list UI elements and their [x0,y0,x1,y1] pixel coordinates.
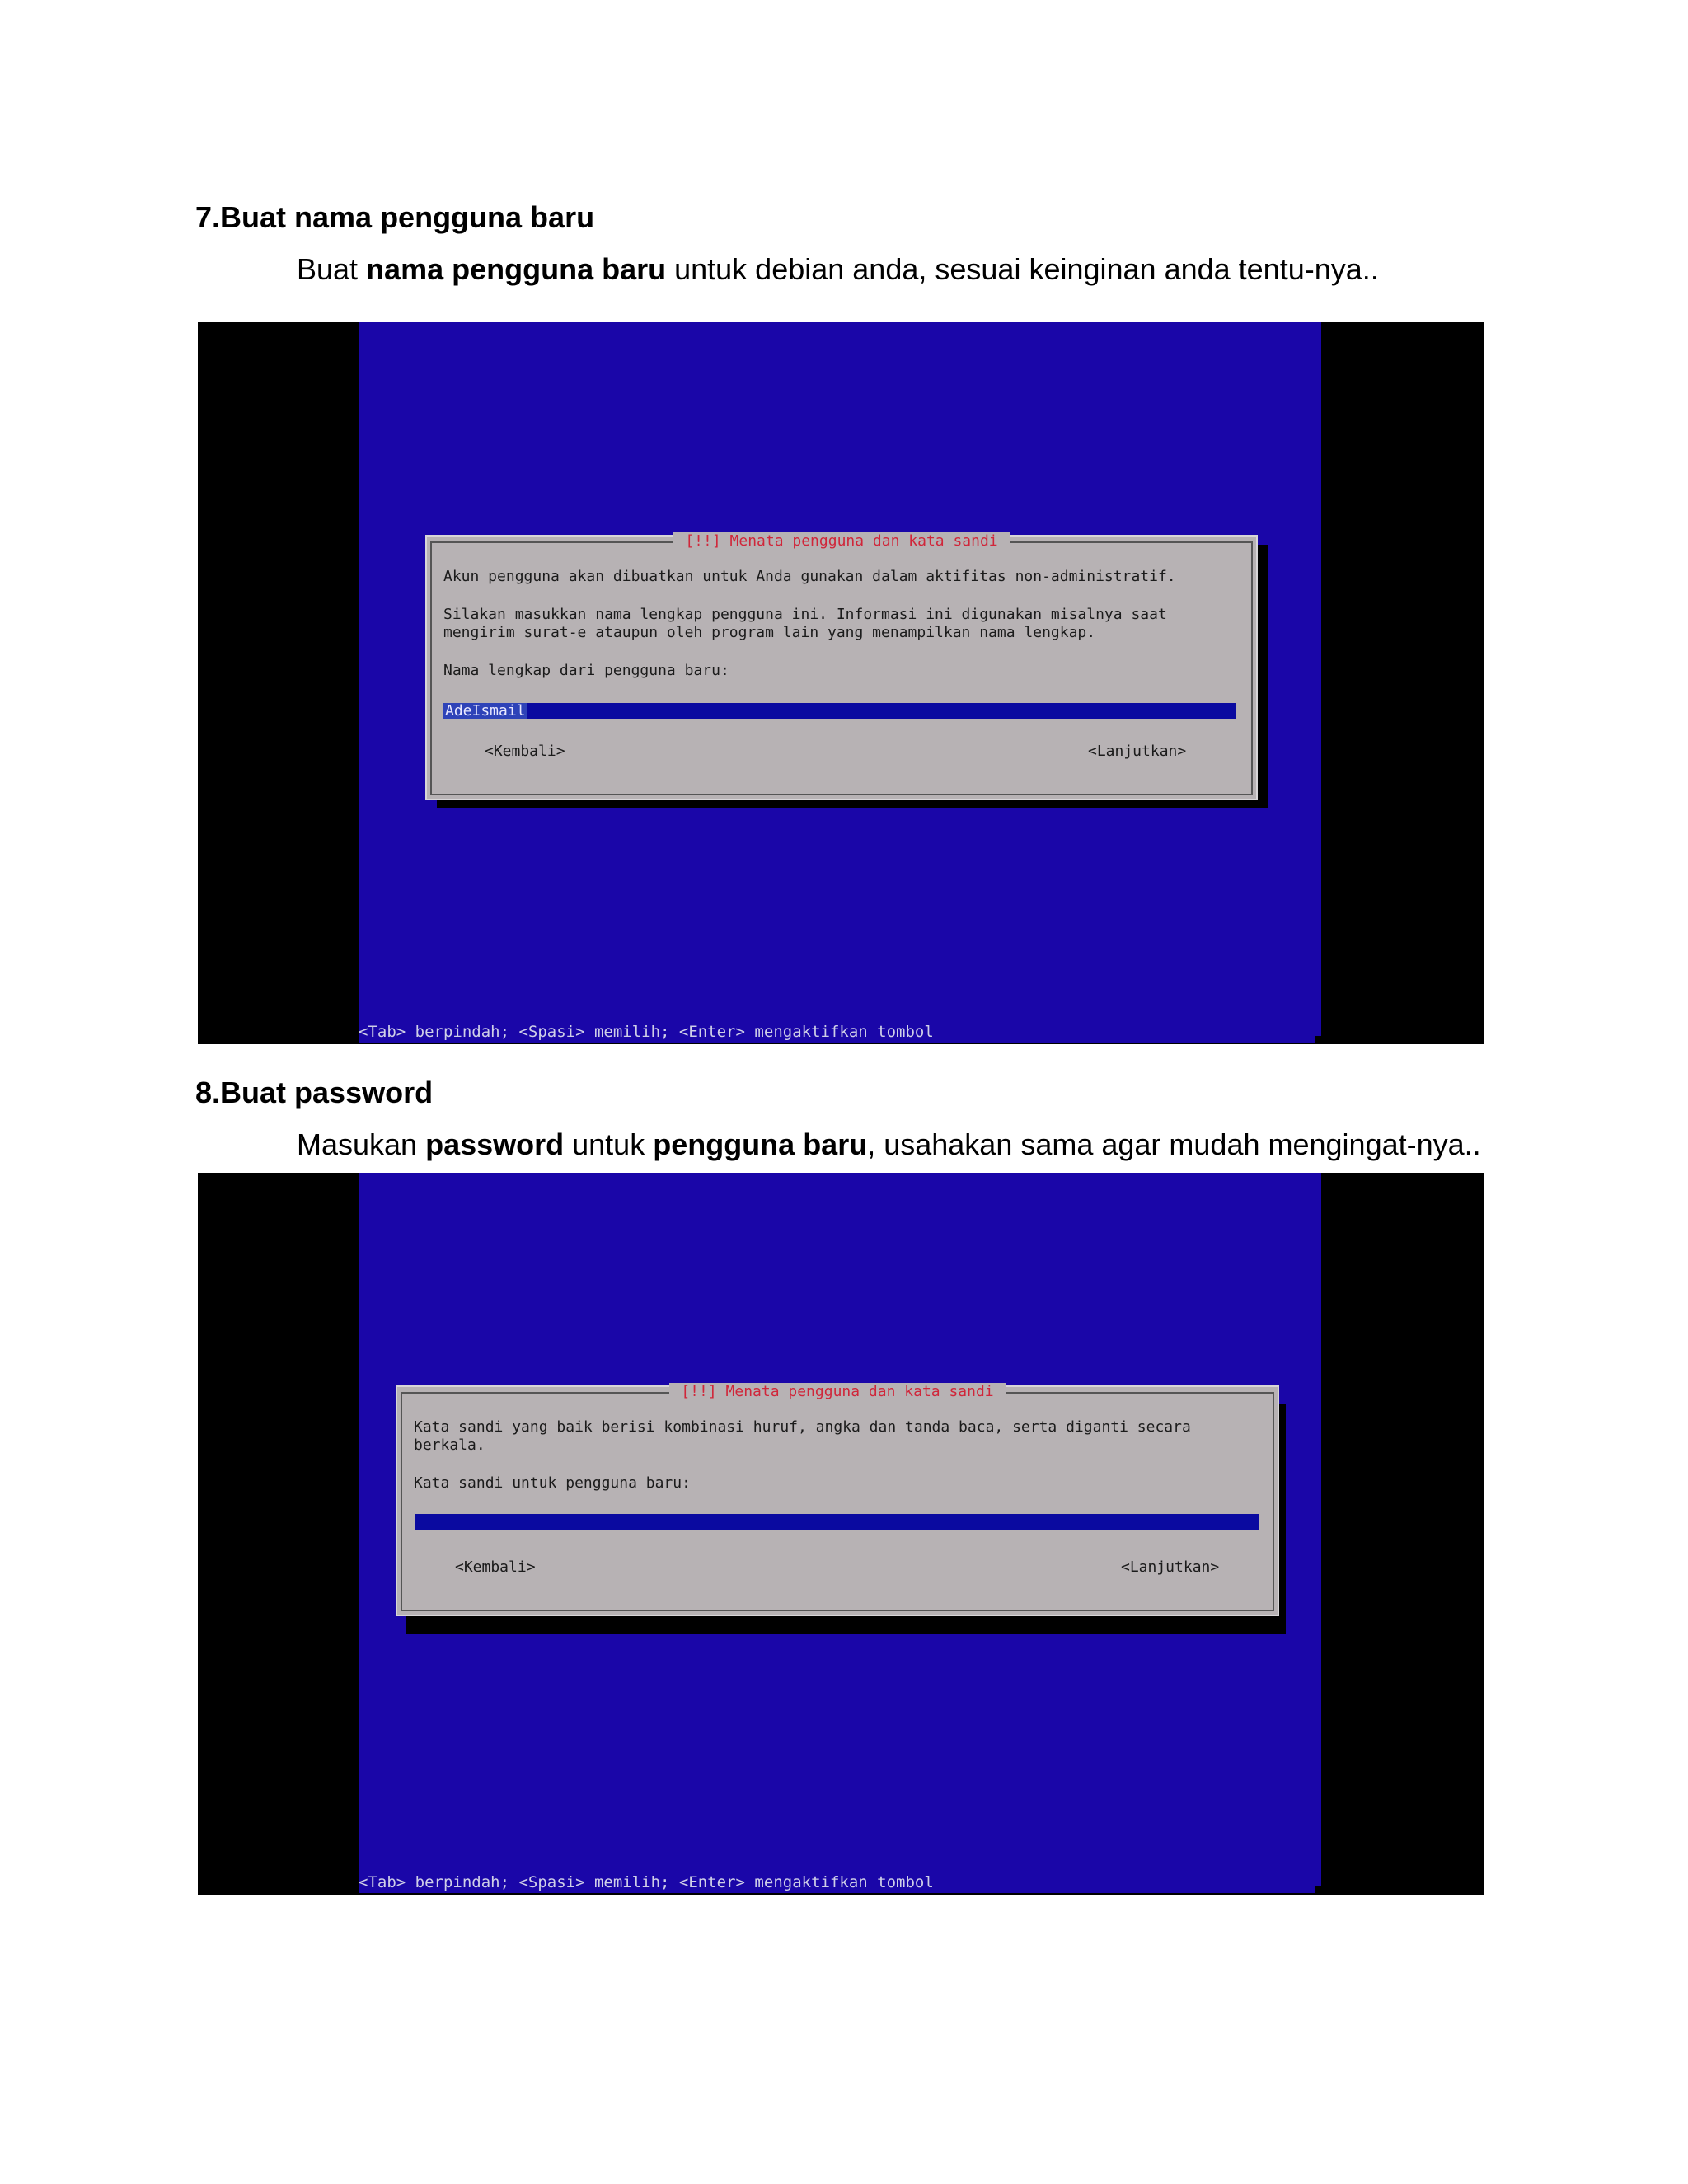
field-prompt: Nama lengkap dari pengguna baru: [443,662,729,679]
continue-button[interactable]: <Lanjutkan> [1121,1558,1220,1576]
dialog-title: [!!] Menata pengguna dan kata sandi [427,533,1256,550]
status-bar: <Tab> berpindah; <Spasi> memilih; <Enter> mengaktifkan tombol [359,1872,1315,1893]
dialog-text-line: Silakan masukkan nama lengkap pengguna ini. Informasi ini digunakan misalnya saat [443,606,1167,623]
continue-button[interactable]: <Lanjutkan> [1088,743,1187,760]
password-dialog [396,1385,1279,1616]
section-7-heading: 7.Buat nama pengguna baru [195,200,595,234]
para-text: untuk [564,1127,654,1161]
section-8-heading: 8.Buat password [195,1076,434,1109]
para-text: Buat [297,252,367,286]
para-text: untuk debian anda, sesuai keinginan anda tentu-nya.. [666,252,1379,286]
para-text: Masukan [297,1127,426,1161]
para-bold-text: pengguna baru [653,1127,868,1161]
dialog-text-line: mengirim surat-e ataupun oleh program lain yang menampilkan nama lengkap. [443,624,1096,641]
dialog-text-line: Kata sandi yang baik berisi kombinasi huruf, angka dan tanda baca, serta diganti secara [414,1418,1191,1436]
back-button[interactable]: <Kembali> [455,1558,536,1576]
section-8-paragraph [297,1127,1481,1163]
fullname-input[interactable] [443,703,1236,719]
password-input[interactable] [415,1514,1259,1530]
dialog-text-line: berkala. [414,1436,485,1454]
para-text: , usahakan sama agar mudah mengingat-nya.. [867,1127,1481,1161]
installer-screenshot-username [198,322,1484,1044]
input-value: AdeIsmail [445,702,526,719]
dialog-text-line: Akun pengguna akan dibuatkan untuk Anda gunakan dalam aktifitas non-administratif. [443,568,1176,585]
username-dialog [425,532,1258,800]
para-bold-text: password [425,1127,565,1161]
status-bar: <Tab> berpindah; <Spasi> memilih; <Enter> mengaktifkan tombol [359,1021,1315,1043]
dialog-title: [!!] Menata pengguna dan kata sandi [397,1384,1278,1400]
para-bold-text: nama pengguna baru [366,252,667,286]
section-7-paragraph [297,251,1379,288]
field-prompt: Kata sandi untuk pengguna baru: [414,1474,691,1492]
installer-screenshot-password [198,1173,1484,1895]
back-button[interactable]: <Kembali> [485,743,565,760]
